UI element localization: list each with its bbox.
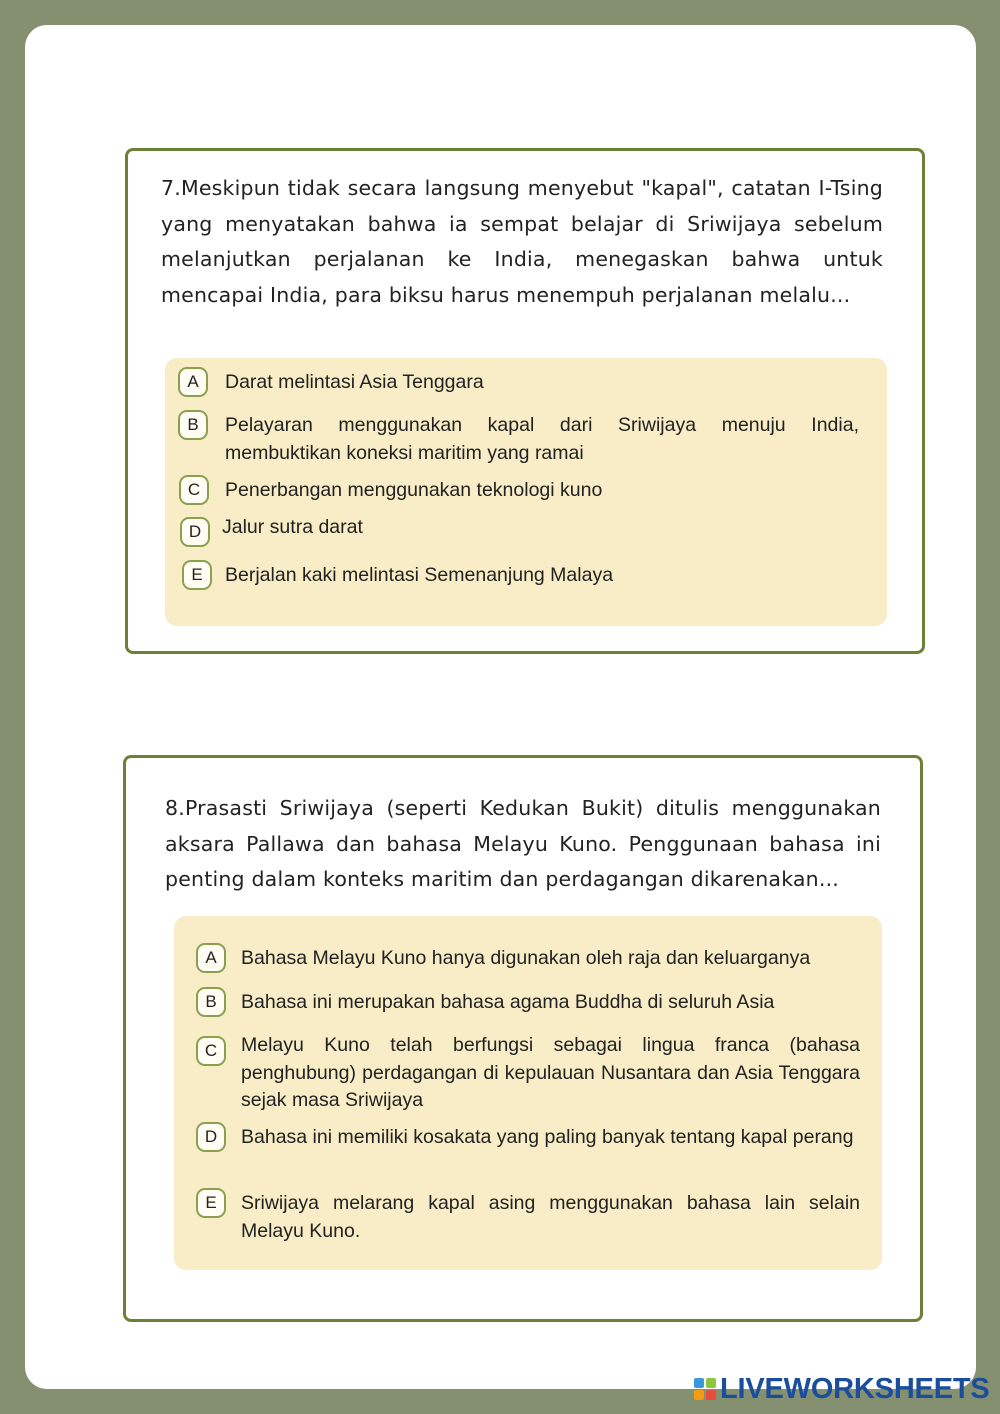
question-card-8 [123,755,923,1322]
option-letter-badge[interactable]: E [196,1188,226,1218]
question-text: 7.Meskipun tidak secara langsung menyebut "kapal", catatan I-Tsing yang menyatakan bahwa ia sempat belajar di Sriwijaya sebelum melanjutkan perjalanan ke India, menegaskan bahwa untuk mencapai India, para biksu harus menempuh perjalanan melalu... [161,176,883,307]
option-letter-badge[interactable]: C [179,475,209,505]
option-text: Melayu Kuno telah berfungsi sebagai lingua franca (bahasa penghubung) perdagangan di kepulauan Nusantara dan Asia Tenggara sejak masa Sriwijaya [241,1034,860,1111]
question-text: 8.Prasasti Sriwijaya (seperti Kedukan Bukit) ditulis menggunakan aksara Pallawa dan bahasa Melayu Kuno. Penggunaan bahasa ini penting dalam konteks maritim dan perdagangan dikarenakan... [165,796,881,891]
option-text: Jalur sutra darat [222,516,363,538]
question-card-7 [125,148,925,654]
option-letter-badge[interactable]: B [178,410,208,440]
option-text: Pelayaran menggunakan kapal dari Sriwijaya menuju India, membuktikan koneksi maritim yang ramai [225,414,859,464]
liveworksheets-logo-icon [694,1378,716,1400]
option-text: Penerbangan menggunakan teknologi kuno [225,479,603,501]
option-text: Sriwijaya melarang kapal asing menggunakan bahasa lain selain Melayu Kuno. [241,1192,860,1242]
option-text: Bahasa Melayu Kuno hanya digunakan oleh raja dan keluarganya [241,947,811,969]
option-text: Berjalan kaki melintasi Semenanjung Malaya [225,564,614,586]
worksheet-page [25,25,976,1389]
brand-name: LIVEWORKSHEETS [720,1372,990,1405]
liveworksheets-logo [694,1373,990,1405]
option-text: Bahasa ini memiliki kosakata yang paling banyak tentang kapal perang [241,1126,854,1148]
option-letter-badge[interactable]: D [180,517,210,547]
option-letter-badge[interactable]: E [182,560,212,590]
answer-options [174,916,882,1270]
answer-options [165,358,887,626]
option-text: Darat melintasi Asia Tenggara [225,371,484,393]
option-letter-badge[interactable]: B [196,987,226,1017]
option-text: Bahasa ini merupakan bahasa agama Buddha di seluruh Asia [241,991,775,1013]
option-letter-badge[interactable]: A [196,943,226,973]
option-letter-badge[interactable]: A [178,367,208,397]
option-letter-badge[interactable]: D [196,1122,226,1152]
option-letter-badge[interactable]: C [196,1036,226,1066]
